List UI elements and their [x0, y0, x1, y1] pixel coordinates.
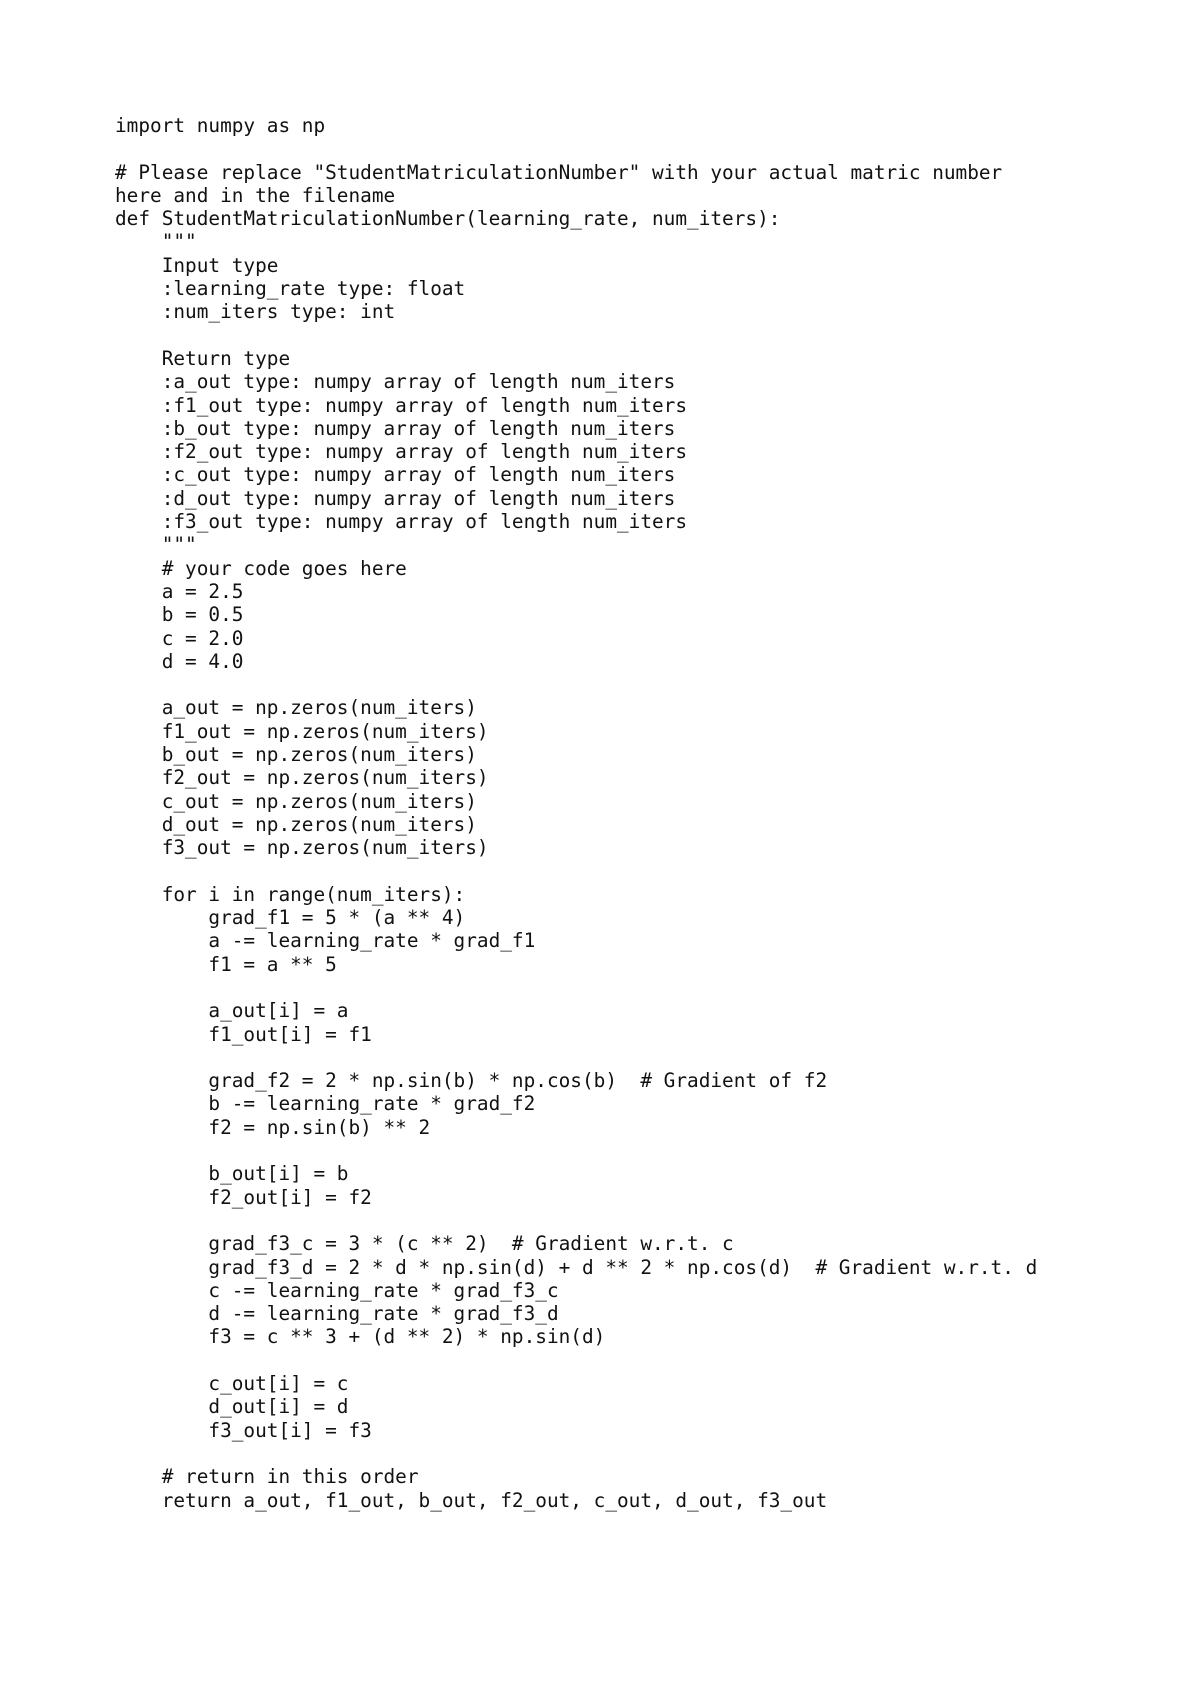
- code-line: f2_out[i] = f2: [115, 1185, 372, 1209]
- code-line: f2 = np.sin(b) ** 2: [115, 1115, 431, 1139]
- code-line: a -= learning_rate * grad_f1: [115, 929, 536, 953]
- code-line: :f1_out type: numpy array of length num_iters: [115, 393, 688, 417]
- code-line: [115, 1442, 1175, 1465]
- code-line: [115, 1209, 1175, 1232]
- code-line: f1_out[i] = f1: [115, 1022, 372, 1046]
- code-line: f3_out[i] = f3: [115, 1418, 372, 1442]
- code-line: c = 2.0: [115, 626, 244, 650]
- code-line: :learning_rate type: float: [115, 277, 466, 301]
- code-line: d_out = np.zeros(num_iters): [115, 812, 477, 836]
- code-line: d = 4.0: [115, 649, 244, 673]
- code-line: c_out = np.zeros(num_iters): [115, 789, 477, 813]
- code-line: grad_f3_c = 3 * (c ** 2) # Gradient w.r.t. c: [115, 1232, 734, 1256]
- code-line: [115, 1139, 1175, 1162]
- code-line: f1 = a ** 5: [115, 952, 337, 976]
- code-line: :num_iters type: int: [115, 300, 396, 324]
- code-line: d -= learning_rate * grad_f3_d: [115, 1302, 559, 1326]
- code-line: grad_f3_d = 2 * d * np.sin(d) + d ** 2 * np.cos(d) # Gradient w.r.t. d: [115, 1255, 1038, 1279]
- code-line: c_out[i] = c: [115, 1372, 349, 1396]
- code-line: c -= learning_rate * grad_f3_c: [115, 1278, 559, 1302]
- code-line: f1_out = np.zeros(num_iters): [115, 719, 489, 743]
- code-line: """: [115, 533, 197, 557]
- code-line: [115, 137, 1175, 160]
- code-line: [115, 673, 1175, 696]
- code-line: b_out[i] = b: [115, 1162, 349, 1186]
- code-line: a_out[i] = a: [115, 999, 349, 1023]
- code-line: grad_f1 = 5 * (a ** 4): [115, 906, 466, 930]
- code-line: [115, 1349, 1175, 1372]
- code-line: a_out = np.zeros(num_iters): [115, 696, 477, 720]
- code-line: [115, 324, 1175, 347]
- code-line: # return in this order: [115, 1465, 419, 1489]
- code-line: [115, 1046, 1175, 1069]
- code-line: for i in range(num_iters):: [115, 882, 466, 906]
- code-line: grad_f2 = 2 * np.sin(b) * np.cos(b) # Gradient of f2: [115, 1069, 828, 1093]
- code-line: Return type: [115, 346, 291, 370]
- code-line: :f3_out type: numpy array of length num_iters: [115, 510, 688, 534]
- code-listing: [115, 114, 1175, 1512]
- code-line: a = 2.5: [115, 579, 244, 603]
- code-line: # your code goes here: [115, 556, 407, 580]
- code-line: Input type: [115, 253, 279, 277]
- code-line: :d_out type: numpy array of length num_iters: [115, 486, 676, 510]
- code-line: here and in the filename: [115, 183, 396, 207]
- code-line: :f2_out type: numpy array of length num_iters: [115, 440, 688, 464]
- code-line: :c_out type: numpy array of length num_iters: [115, 463, 676, 487]
- code-line: b -= learning_rate * grad_f2: [115, 1092, 536, 1116]
- code-line: def StudentMatriculationNumber(learning_rate, num_iters):: [115, 207, 781, 231]
- code-line: f2_out = np.zeros(num_iters): [115, 766, 489, 790]
- code-line: d_out[i] = d: [115, 1395, 349, 1419]
- code-line: b = 0.5: [115, 603, 244, 627]
- code-line: [115, 976, 1175, 999]
- code-line: return a_out, f1_out, b_out, f2_out, c_out, d_out, f3_out: [115, 1488, 828, 1512]
- code-line: :b_out type: numpy array of length num_iters: [115, 416, 676, 440]
- code-line: # Please replace "StudentMatriculationNumber" with your actual matric number: [115, 160, 1003, 184]
- code-line: import numpy as np: [115, 114, 326, 137]
- code-line: f3 = c ** 3 + (d ** 2) * np.sin(d): [115, 1325, 606, 1349]
- code-line: """: [115, 230, 197, 254]
- code-line: b_out = np.zeros(num_iters): [115, 743, 477, 767]
- code-line: [115, 860, 1175, 883]
- code-line: :a_out type: numpy array of length num_iters: [115, 370, 676, 394]
- code-line: f3_out = np.zeros(num_iters): [115, 836, 489, 860]
